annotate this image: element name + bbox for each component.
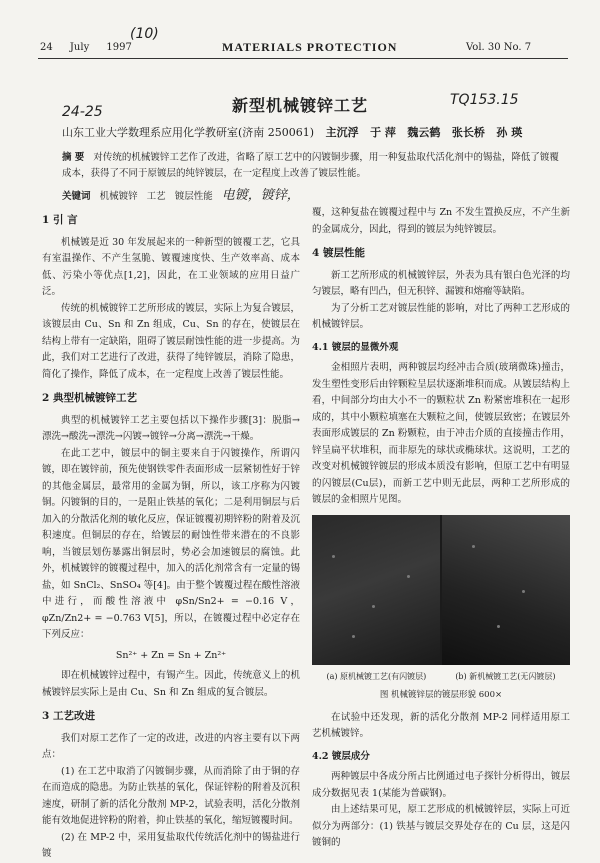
subsection-heading: 4.2 镀层成分 bbox=[312, 750, 370, 762]
figure-caption: 图 机械镀锌层的镀层形貌 600× bbox=[379, 690, 503, 700]
paragraph: 两种镀层中各成分所占比例通过电子探针分析得出，镀层成分数据见表 1(某能为普碳钢)。 bbox=[312, 771, 570, 799]
issue-year: 1997 bbox=[106, 42, 132, 53]
paragraph: 覆，这种复盐在镀覆过程中与 Zn 不发生置换反应，不产生新的金属成分，因此，得到的镀层为纯锌镀层。 bbox=[312, 207, 570, 235]
micrograph-b bbox=[442, 515, 570, 665]
paragraph: 我们对原工艺作了一定的改进，改进的内容主要有以下两点： bbox=[42, 732, 300, 760]
affiliation: 山东工业大学数理系应用化学教研室(济南 250061) bbox=[62, 126, 315, 139]
author: 孙 瑛 bbox=[496, 126, 523, 139]
abstract-label: 摘 要 bbox=[62, 152, 85, 163]
paragraph: (2) 在 MP-2 中，采用复盐取代传统活化剂中的锡盐进行镀 bbox=[42, 831, 300, 859]
volume-info: Vol. 30 No. 7 bbox=[466, 42, 532, 53]
handwritten-circle-number: (10) bbox=[130, 26, 159, 42]
article-title: 新型机械镀锌工艺 bbox=[231, 96, 368, 115]
paragraph: (1) 在工艺中取消了闪镀铜步骤，从而消除了由于铜的存在而造成的隐患。为防止铁基的氧化，保证锌粉的附着及沉积速度，研制了新的活化分散剂 MP-2，试验表明，活化分散剂能有效地促进锌粉的附着，抑止铁基的氧化，缩短镀覆时间。 bbox=[42, 765, 300, 826]
micrograph-figure bbox=[312, 515, 570, 665]
author: 于 萍 bbox=[370, 126, 396, 139]
left-column bbox=[42, 205, 300, 863]
caption-a: (a) 原机械镀工艺(有闪镀层) bbox=[326, 671, 427, 681]
keyword: 工艺 bbox=[146, 191, 166, 202]
paragraph: 机械镀是近 30 年发展起来的一种新型的镀覆工艺，它具有室温操作、不产生氢脆、镀覆速度快、生产效率高、成本低、污染小等优点[1,2]，因此，在工业领域的应用日益广泛。 bbox=[42, 236, 300, 297]
running-header-left bbox=[40, 42, 146, 53]
journal-name: MATERIALS PROTECTION bbox=[222, 40, 398, 54]
caption-b: (b) 新机械镀工艺(无闪镀层) bbox=[455, 671, 556, 681]
header-rule bbox=[38, 58, 568, 59]
paragraph: 新工艺所形成的机械镀锌层，外表为具有银白色光泽的均匀镀层，略有凹凸，但无积锌、漏镀和熔瘤等缺陷。 bbox=[312, 269, 570, 297]
keywords-label: 关键词 bbox=[62, 191, 91, 202]
micrograph-a bbox=[312, 515, 440, 665]
section-heading: 1 引 言 bbox=[42, 214, 78, 226]
reaction-equation: Sn²⁺ + Zn = Sn + Zn²⁺ bbox=[115, 649, 227, 661]
page-number: 24 bbox=[40, 42, 53, 53]
paragraph: 即在机械镀锌过程中，有锡产生。因此，传统意义上的机械镀锌层实际上是由 Cu、Sn 和 Zn 组成的复合镀层。 bbox=[42, 670, 300, 698]
author: 主沉浮 bbox=[325, 126, 359, 139]
abstract bbox=[62, 150, 562, 182]
handwritten-page-range: 24-25 bbox=[62, 104, 103, 120]
figure-subcaptions bbox=[312, 669, 570, 686]
keywords bbox=[62, 184, 300, 203]
section-heading: 3 工艺改进 bbox=[42, 710, 95, 722]
paragraph: 传统的机械镀锌工艺所形成的镀层，实际上为复合镀层，该镀层由 Cu、Sn 和 Zn 组成，Cu、Sn 的存在，使镀层在结构上带有一定缺陷，阻碍了镀层耐蚀性能的进一步提高。为此，我们对工艺进行了改进，获得了纯锌镀层，消除了隐患，简化了操作，降低了成本，在一定程度上改善了镀层性能。 bbox=[42, 302, 300, 380]
paragraph: 金相照片表明，两种镀层均经冲击合质(玻璃微珠)撞击，发生塑性变形后由锌颗粒呈层状逐渐堆积而成。从镀层结构上看，中间部分均由大小不一的颗粒状 Zn 粉紧密堆积在一起形成的，其中小颗粒填塞在大颗粒之间，使镀层致密；在镀层外表面形成镀层的 Zn 粉颗粒，由于冲击介质的直接撞击作用，锌呈扁平状堆积，而非原先的球状或椭球状。这说明，工艺的改变对机械镀锌镀层的形成本质没有影响，但原工艺中有明显的闪镀层(Cu层)，而新工艺中则无此层，两种工艺所形成的镀层的金相照片见图。 bbox=[312, 362, 570, 505]
paragraph: 为了分析工艺对镀层性能的影响，对比了两种工艺形成的机械镀锌层。 bbox=[312, 302, 570, 330]
section-heading: 2 典型机械镀锌工艺 bbox=[42, 392, 137, 404]
author: 张长桥 bbox=[451, 126, 485, 139]
keyword: 机械镀锌 bbox=[99, 191, 138, 202]
affiliation-line bbox=[62, 124, 522, 140]
issue-month: July bbox=[69, 42, 90, 53]
author: 魏云鹤 bbox=[407, 126, 441, 139]
keyword: 镀层性能 bbox=[174, 191, 213, 202]
subsection-heading: 4.1 镀层的显微外观 bbox=[312, 341, 399, 353]
abstract-text: 对传统的机械镀锌工艺作了改进，省略了原工艺中的闪镀铜步骤，用一种复盐取代活化剂中的锡盐，降低了镀覆成本，获得了不同于原镀层的纯锌镀层，在一定程度上改善了镀层性能。 bbox=[62, 152, 559, 179]
right-column bbox=[312, 205, 570, 852]
paragraph: 由上述结果可见，原工艺形成的机械镀锌层，实际上可近似分为两部分：(1) 铁基与镀层交界处存在的 Cu 层，这是闪镀铜的 bbox=[312, 804, 570, 848]
handwritten-classification: TQ153.15 bbox=[450, 92, 519, 108]
paragraph: 在试验中还发现，新的活化分散剂 MP-2 同样适用原工艺机械镀锌。 bbox=[312, 711, 570, 739]
section-heading: 4 镀层性能 bbox=[312, 247, 365, 259]
paragraph: 在此工艺中，镀层中的铜主要来自于闪镀操作，所谓闪镀，即在镀锌前，预先使钢铁零件表面形成一层紧韧性好于锌的其他金属层，最常用的金属为铜，所以，该工序称为闪镀铜。闪镀铜的目的，一是阻止铁基的氧化；二是利用铜层与后加入的分散活化剂的敏化反应，保证镀覆初期锌粉的附着及沉积速度。但铜层的存在，给镀层的耐蚀性带来潜在的不良影响，当镀层划伤暴露出铜层时，势必会加速镀层的腐蚀。此外，机械镀锌的镀覆过程中，加入的活化剂常含有一定量的锡盐，如 SnCl₂、SnSO₄ 等[4]。由于整个镀覆过程在酸性溶液中进行，而酸性溶液中 φSn/Sn2+ = −0.16 V，φZn/Zn2+ = −0.763 V[5]，所以，在镀覆过程中必定存在下列反应： bbox=[42, 447, 300, 640]
handwritten-keywords: 电镀，镀锌， bbox=[221, 188, 300, 203]
paragraph: 典型的机械镀锌工艺主要包括以下操作步骤[3]：脱脂→漂洗→酸洗→漂洗→闪镀→镀锌→分离→漂洗→干燥。 bbox=[42, 414, 300, 442]
